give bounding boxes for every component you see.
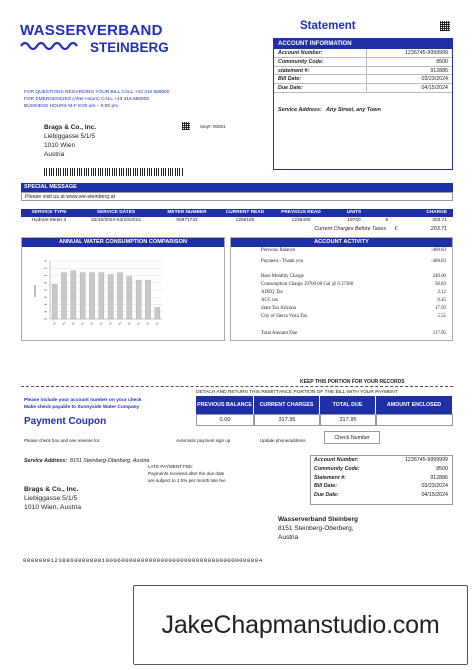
column-header: [377, 209, 397, 217]
payee-address: [278, 516, 358, 542]
activity-label: Total Amount Due: [261, 331, 298, 336]
service-address: [274, 93, 452, 113]
field-value: 03/23/2024: [421, 483, 448, 490]
late-fee-notice: [148, 464, 226, 485]
account-row: [311, 474, 452, 483]
chart-bar: [136, 280, 141, 319]
account-activity-box: [230, 237, 453, 341]
chart-bar: [155, 307, 160, 319]
chart-bar: [145, 280, 150, 319]
late-fee-line: LATE PAYMENT FEE:: [148, 464, 194, 469]
payee-street: 8151 Steinberg-Oberberg,: [278, 524, 354, 532]
account-row: [274, 75, 452, 84]
account-row: [311, 491, 452, 500]
activity-label: ACC tax: [261, 298, 279, 303]
column-header: SERVICE TYPE: [31, 210, 67, 215]
detach-notice: DETACH AND RETURN THIS REMITTANCE PORTION OF THE BILL WITH YOUR PAYMENT: [196, 390, 398, 395]
payee-name: Wasserverband Steinberg: [278, 516, 358, 523]
chart-bar: [71, 271, 76, 319]
activity-value: 317.95: [432, 331, 446, 336]
account-row: [274, 67, 452, 76]
column-header: PREVIOUS BALANCE: [196, 396, 254, 414]
payment-table-row: [196, 414, 453, 426]
y-tick-mark: [44, 268, 47, 269]
activity-value: 0.45: [437, 298, 446, 303]
activity-value: -400.83: [430, 259, 446, 264]
watermark: JakeChapmanstudio.com: [133, 585, 468, 665]
field-label: Statement #:: [314, 474, 346, 481]
field-value: 04/15/2024: [421, 492, 448, 499]
x-tick-mark: [72, 322, 75, 325]
update-address-option[interactable]: Update phone/address: [260, 438, 306, 443]
activity-label: Consumption Charge 19700.00 Gal @ 0.27300: [261, 282, 354, 287]
customer-name: Brags & Co., Inc.: [44, 124, 97, 131]
table-cell: 203.71: [432, 218, 447, 223]
activity-value: 240.00: [432, 274, 446, 279]
account-row: [274, 49, 452, 58]
table-cell: 1256100: [235, 218, 255, 223]
activity-label: Previous Balance: [261, 248, 296, 253]
chart-bar: [127, 276, 132, 319]
y-tick-mark: [44, 304, 47, 305]
activity-label: Payment - Thank you: [261, 259, 304, 264]
check-box-label: Please check box and see reverse for:: [24, 438, 101, 443]
postal-barcode: [44, 168, 184, 176]
account-info-box: [273, 38, 453, 170]
service-address-label: Service Address:: [278, 106, 322, 113]
brand-name-bottom: STEINBERG: [90, 40, 169, 55]
current-charges-row: [260, 225, 453, 233]
table-cell: Hydrant Meter 3: [31, 218, 67, 223]
table-cell: 60871732: [176, 218, 198, 223]
y-tick-mark: [44, 311, 47, 312]
customer-city: 1010 Wien: [44, 142, 76, 150]
activity-label: ADEQ Tax: [261, 290, 283, 295]
column-header: TOTAL DUE: [320, 396, 376, 414]
column-header: UNITS: [346, 210, 362, 215]
activity-row: [261, 248, 446, 253]
chart-bar: [80, 273, 85, 319]
x-tick-mark: [81, 322, 84, 325]
column-header: CURRENT READ: [225, 210, 265, 215]
qr-code-icon: [182, 122, 190, 130]
current-charges-label: Current Charges Before Taxes: [314, 226, 386, 232]
service-address-label: Service Address:: [24, 458, 68, 464]
field-value: 912886: [430, 474, 448, 481]
chart-bar: [108, 275, 113, 319]
contact-line: FOR EMERGENCIES (After Hours) CALL +43 316 586000: [24, 96, 149, 102]
account-row: [274, 58, 452, 67]
customer-name: Brags & Co., Inc.: [24, 486, 79, 493]
column-header: CURRENT CHARGES: [254, 396, 320, 414]
activity-value: -400.83: [430, 248, 446, 253]
field-label: Community Code:: [314, 465, 360, 472]
y-tick-mark: [44, 275, 47, 276]
column-header: METER NUMBER: [167, 210, 207, 215]
payee-country: Austria: [278, 533, 299, 541]
payment-note: [24, 398, 142, 411]
contact-info: [24, 90, 170, 111]
x-tick-mark: [100, 322, 103, 325]
customer-country: Austria: [44, 151, 65, 159]
x-tick-mark: [146, 322, 149, 325]
table-cell: €: [385, 218, 389, 223]
activity-row: [261, 306, 446, 311]
contact-line: BUSINESS HOURS M-F 8:00 am – 5:00 pm: [24, 103, 119, 109]
y-tick-mark: [44, 318, 47, 319]
field-label: Account Number:: [314, 457, 359, 463]
keep-portion-notice: KEEP THIS PORTION FOR YOUR RECORDS: [300, 379, 405, 385]
account-activity-header: ACCOUNT ACTIVITY: [231, 238, 452, 247]
previous-balance-value: 0.00: [196, 414, 254, 426]
activity-value: 58.83: [434, 282, 446, 287]
customer-address: [44, 123, 96, 159]
late-fee-line: Payments received after the due date: [148, 470, 225, 476]
current-charges-value: 317.95: [254, 414, 320, 426]
field-value: 04/15/2024: [366, 84, 452, 92]
customer-country: Austria: [59, 504, 82, 512]
account-row: [274, 84, 452, 93]
note-line: Make check payable to Sunnyside Water Company: [24, 404, 140, 410]
y-tick-mark: [44, 282, 47, 283]
consumption-chart-box: [21, 237, 225, 341]
check-number-field[interactable]: Check Number: [324, 431, 380, 444]
special-message-body: Please visit us at www.we-steinberg.at: [21, 192, 453, 201]
column-header: AMOUNT ENCLOSED: [376, 396, 453, 414]
remit-service-address: [24, 458, 149, 464]
statement-title: Statement: [300, 20, 356, 32]
x-tick-mark: [128, 322, 131, 325]
field-label: Due Date:: [314, 492, 339, 499]
field-value: 8500: [436, 465, 448, 472]
note-line: Please include your account number on your check: [24, 398, 142, 403]
consumption-chart: [22, 247, 224, 340]
total-due-value: 317.95: [320, 414, 376, 426]
service-address-value: 8151 Steinberg-Oberberg, Austria: [70, 458, 150, 464]
table-cell: 02/10/2024-03/10/2024: [91, 218, 141, 223]
activity-row: [261, 274, 446, 279]
field-label: Due Date:: [278, 85, 303, 92]
service-table-header: [21, 209, 453, 217]
activity-value: 2.12: [437, 290, 446, 295]
x-tick-mark: [90, 322, 93, 325]
payment-table-header: [196, 396, 453, 414]
activity-row: [261, 314, 446, 319]
column-header: CHARGE: [426, 210, 447, 215]
chart-bar: [89, 273, 94, 319]
account-row: [311, 465, 452, 474]
chart-bar: [99, 273, 104, 319]
autopay-option[interactable]: Automatic payment sign up: [176, 438, 231, 443]
customer-city: 1010 Wien: [24, 504, 57, 512]
account-info-header: ACCOUNT INFORMATION: [274, 39, 452, 49]
column-header: SERVICE DATES: [96, 210, 136, 215]
field-value: 1236745-9999999: [404, 457, 448, 463]
service-address-value: Any Street, any Town: [326, 106, 381, 113]
chart-bar: [52, 284, 57, 319]
activity-label: Base Monthly Charge: [261, 274, 304, 279]
activity-value: 5.55: [437, 314, 446, 319]
activity-row: [261, 282, 446, 287]
account-row: [311, 456, 452, 465]
amount-enclosed-field[interactable]: [376, 414, 453, 426]
chart-title: ANNUAL WATER CONSUMPTION COMPARISON: [22, 238, 224, 247]
activity-label: City of Sierra Vista Tax: [261, 314, 308, 319]
x-tick-mark: [62, 322, 65, 325]
wave-logo-icon: [20, 38, 88, 54]
late-fee-line: are subject to 1.5% per month late fee: [148, 477, 226, 483]
field-value: 912886: [366, 67, 452, 75]
customer-street: Liebiggasse 5/1/5: [24, 495, 78, 503]
brand-name-top: WASSERVERBAND: [20, 22, 163, 39]
customer-street: Liebiggasse 5/1/5: [44, 133, 95, 141]
field-label: Community Code:: [278, 58, 324, 65]
x-tick-mark: [118, 322, 121, 325]
ocr-scan-line: 0000009123886000000010006000000000000000000000000000000000004: [23, 557, 263, 564]
field-label: Bill Date:: [314, 483, 337, 490]
x-tick-mark: [109, 322, 112, 325]
field-value: 1236745-9999999: [366, 49, 452, 57]
contact-line: FOR QUESTIONS REGARDING YOUR BILL CALL +43 316 586000: [24, 90, 170, 95]
field-label: statement #:: [278, 67, 310, 74]
x-tick-mark: [156, 322, 159, 325]
field-value: 8500: [366, 58, 452, 66]
activity-row: [261, 259, 446, 264]
table-cell: 19700: [347, 218, 361, 223]
field-label: Bill Date:: [278, 76, 301, 83]
detach-line: [21, 386, 453, 387]
qr-code-icon: [440, 21, 450, 31]
account-row: [311, 482, 452, 491]
chart-bar: [117, 273, 122, 319]
table-cell: 1236400: [291, 218, 311, 223]
activity-total-row: [261, 331, 446, 336]
column-header: PREVIOUS READ: [281, 210, 321, 215]
coupon-account-box: [310, 455, 453, 505]
y-tick-mark: [44, 260, 47, 261]
activity-row: [261, 290, 446, 295]
current-charges-value: 203.71: [430, 226, 447, 232]
sequence-number: Seq#: 00001: [200, 124, 226, 129]
field-label: Account Number:: [278, 50, 323, 56]
y-tick-mark: [44, 289, 47, 290]
activity-value: 17.93: [434, 306, 446, 311]
field-value: 03/23/2024: [366, 75, 452, 83]
customer-address-coupon: Brags & Co., Inc. Liebiggasse 5/1/5 1010 Wien, Austria: [24, 486, 82, 512]
table-row: [21, 217, 453, 225]
currency-symbol: €: [394, 226, 398, 232]
activity-row: [261, 298, 446, 303]
x-tick-mark: [53, 322, 56, 325]
chart-bar: [61, 273, 66, 319]
y-tick-mark: [44, 297, 47, 298]
y-axis-label-mark: [34, 285, 36, 297]
special-message-header: SPECIAL MESSAGE: [21, 183, 453, 192]
payment-coupon-title: Payment Coupon: [24, 416, 107, 427]
x-tick-mark: [137, 322, 140, 325]
activity-label: State Tax Arizona: [261, 306, 296, 311]
